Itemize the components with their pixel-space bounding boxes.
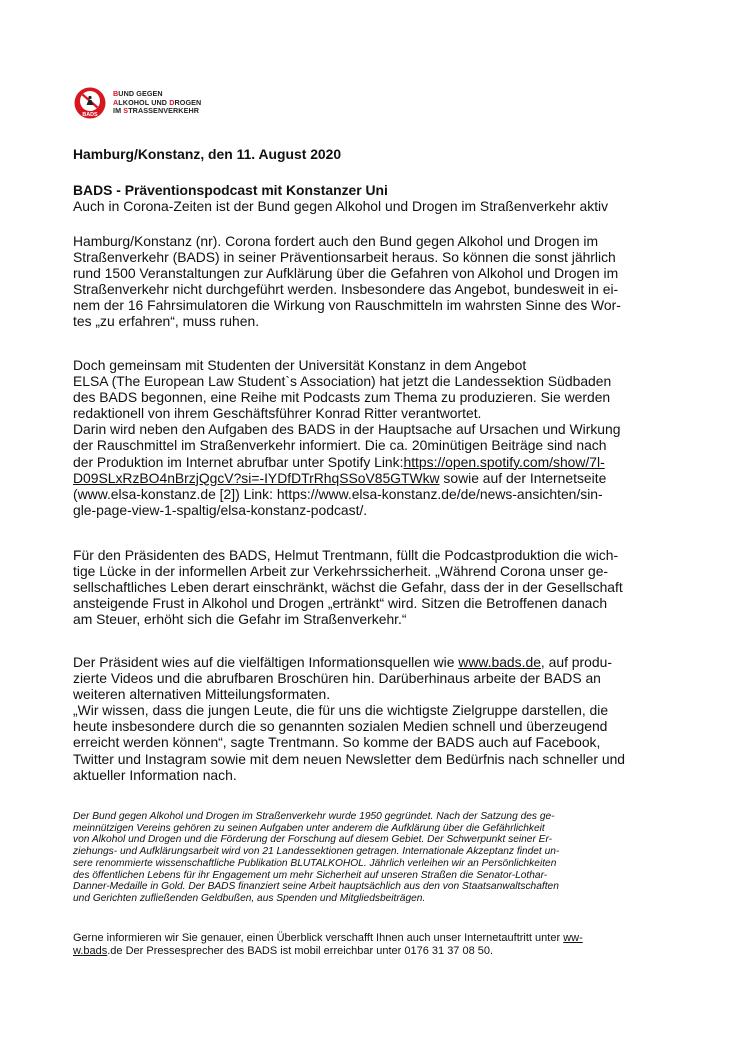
paragraph-3: Für den Präsidenten des BADS, Helmut Trentmann, füllt die Podcastproduktion die wich- tige Lücke in der informellen Arbeit zur Verkehrssicherheit. „Während Corona unser ge- sellschaftliches Leben derart einschränkt, wächst die Gefahr, dass der in der Gesellschaft ansteigende Frust in Alkohol und Drogen „ertränkt“ wird. Sitzen die Betroffenen danach am Steuer, erhöht sich die Gefahr im Straßenverkehr.“: [73, 547, 623, 628]
headline: BADS - Präventionspodcast mit Konstanzer Uni: [73, 182, 388, 198]
bads-website-link[interactable]: www.bads.de: [458, 654, 541, 670]
paragraph-2: Doch gemeinsam mit Studenten der Universität Konstanz in dem Angebot ELSA (The European Law Student`s Association) hat jetzt die Landessektion Südbaden des BADS begonnen, eine Reihe mit Podcasts zum Thema zu produzieren. Sie werden redaktionell von ihrem Geschäftsführer Konrad Ritter verantwortet. Darin wird neben den Aufgaben des BADS in der Hauptsache auf Ursachen und Wirkung der Rauschmittel im Straßenverkehr informiert. Die ca. 20minütigen Beiträge sind nach der Produktion im Internet abrufbar unter Spotify Link:https://open.spotify.com/show/7l- D09SLxRzBO4nBrzjQgcV?si=-IYDfDTrRhqSSoV85GTWkw sowie auf der Internetseite (www.elsa-konstanz.de [2]) Link: https://www.elsa-konstanz.de/de/news-ansichten/sin- gle-page-view-1-spaltig/elsa-konstanz-podcast/.: [73, 357, 621, 518]
contact-website-link[interactable]: ww-: [563, 932, 583, 944]
spotify-link[interactable]: https://open.spotify.com/show/7l-: [403, 453, 605, 470]
wordmark-line-3: IM STRASSENVERKEHR: [113, 106, 200, 116]
dateline: Hamburg/Konstanz, den 11. August 2020: [73, 146, 342, 162]
bads-ring-text: BADS: [82, 112, 98, 118]
spotify-link-continued[interactable]: D09SLxRzBO4nBrzjQgcV?si=-IYDfDTrRhqSSoV85GTWkw: [73, 469, 440, 486]
wordmark-line-1: BUND GEGEN: [113, 89, 163, 99]
bads-emblem-icon: [73, 86, 107, 120]
wordmark-line-2: ALKOHOL UND DROGEN: [113, 97, 202, 107]
paragraph-4: Der Präsident wies auf die vielfältigen Informationsquellen wie www.bads.de, auf produ- zierte Videos und die abrufbaren Broschüren hin. Darüberhinaus arbeite der BADS an weiteren alternativen Mitteilungsformaten. „Wir wissen, dass die jungen Leute, die für uns die wichtigste Zielgruppe darstellen, die heute insbesondere durch die so genannten sozialen Medien schnell und überzeugend erreicht werden können“, sagte Trentmann. So komme der BADS auch auf Facebook, Twitter und Instagram sowie mit dem neuen Newsletter dem Bedürfnis nach schneller und aktueller Information nach.: [73, 654, 626, 783]
bads-logo: [73, 81, 201, 125]
headline-block: [73, 182, 683, 214]
paragraph-1: Hamburg/Konstanz (nr). Corona fordert auch den Bund gegen Alkohol und Drogen im Straßenverkehr (BADS) in seiner Präventionsarbeit heraus. So können die sonst jährlich rund 1500 Veranstaltungen zur Aufklärung über die Gefahren von Alkohol und Drogen im Straßenverkehr nicht durchgeführt werden. Insbesondere das Angebot, bundesweit in ei- nem der 16 Fahrsimulatoren die Wirkung von Rauschmitteln im wahrsten Sinne des Wor- tes „zu erfahren“, muss ruhen.: [73, 233, 621, 330]
contact-info: Gerne informieren wir Sie genauer, einen Überblick verschafft Ihnen auch unser Internetauftritt unter ww- w.bads.de Der Pressesprecher des BADS ist mobil erreichbar unter 0176 31 37 08 50.: [73, 932, 583, 957]
bads-wordmark: [113, 90, 201, 116]
contact-website-link-continued[interactable]: w.bads: [73, 944, 108, 957]
subheadline: Auch in Corona-Zeiten ist der Bund gegen Alkohol und Drogen im Straßenverkehr aktiv: [73, 198, 609, 215]
boilerplate-about: Der Bund gegen Alkohol und Drogen im Straßenverkehr wurde 1950 gegründet. Nach der Satzung des ge- meinnützigen Vereins gehören zu seinen Aufgaben unter anderem die Aufklärung über die Gefährlichkeit von Alkohol und Drogen und die Förderung der Forschung auf diesem Gebiet. Der Schwerpunkt seiner Er- ziehungs- und Aufklärungsarbeit wird von 21 Landessektionen getragen. Internationale Akzeptanz findet un- sere renommierte wissenschaftliche Publikation BLUTALKOHOL. Jährlich verleihen wir an Persönlichkeiten des öffentlichen Lebens für ihr Engagement um mehr Sicherheit auf unseren Straßen die Senator-Lothar- Danner-Medaille in Gold. Der BADS finanziert seine Arbeit hauptsächlich aus den von Staatsanwaltschaften und Gerichten zufließenden Geldbußen, aus Spenden und Mitgliedsbeiträgen.: [73, 811, 560, 904]
